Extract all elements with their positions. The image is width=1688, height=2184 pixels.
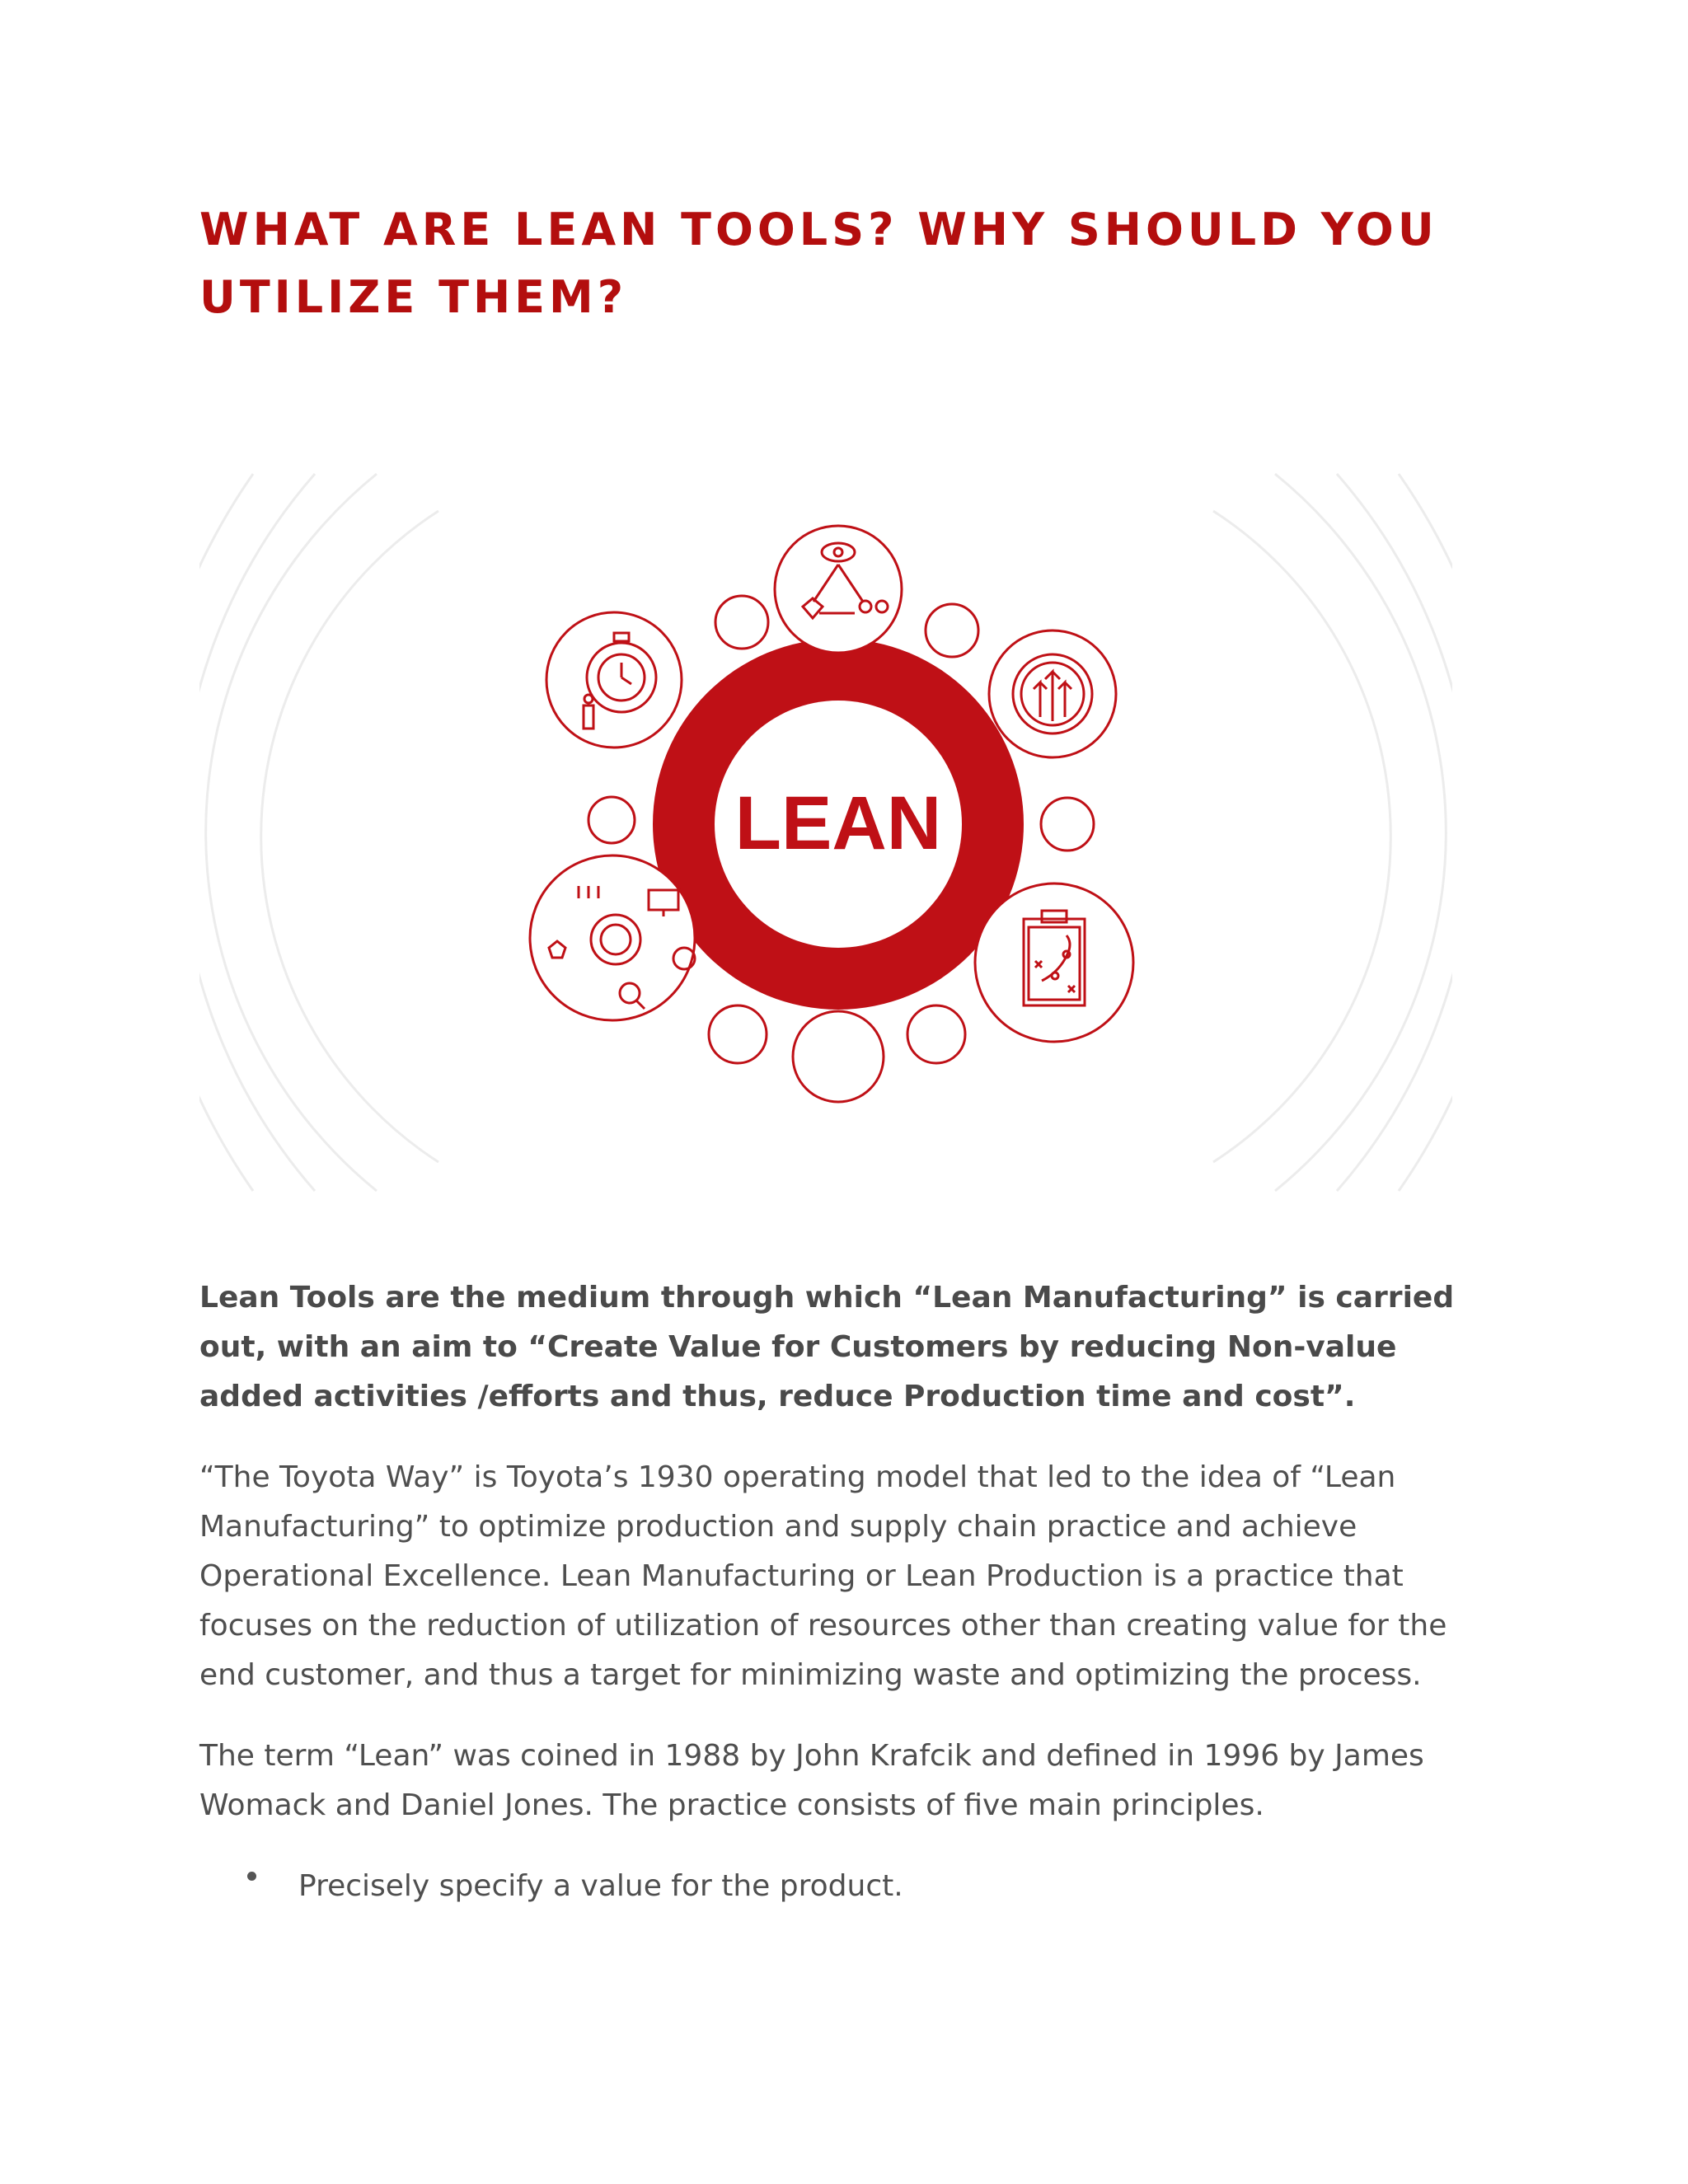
paragraph-toyota-way: “The Toyota Way” is Toyota’s 1930 operating model that led to the idea of “Lean Manufacturing” to optimize production and supply chain practice and achieve Operational Excellence. Lean Manufacturing or Lean Production is a practice that focuses on the reduction of utilization of resources other than creating value for the end customer, and thus a target for minimizing waste and optimizing the process. [199, 1460, 1447, 1692]
lean-hero-illustration [199, 462, 1452, 1203]
bullet-icon [247, 1872, 256, 1881]
strategy-clipboard-icon-circle [975, 883, 1133, 1042]
principles-list [199, 1862, 1510, 1911]
paragraph-lean-term: The term “Lean” was coined in 1988 by John Krafcik and defined in 1996 by James Womack and Daniel Jones. The practice consists of five main principles. [199, 1739, 1424, 1822]
article-body [199, 1273, 1510, 1911]
page-title: WHAT ARE LEAN TOOLS? WHY SHOULD YOU UTILIZE THEM? [199, 204, 1438, 323]
ring-dot [715, 596, 768, 649]
ring-dot [588, 797, 635, 843]
ring-dot [793, 1011, 884, 1102]
lean-center-label: LEAN [734, 781, 942, 865]
eye-network-icon-circle [775, 526, 902, 653]
list-item [199, 1862, 1510, 1911]
list-item-text: Precisely specify a value for the product. [298, 1869, 903, 1903]
ring-dot [1041, 798, 1094, 851]
ring-dot [907, 1005, 965, 1063]
ring-dot [926, 604, 978, 657]
ring-dot [709, 1005, 767, 1063]
lead-paragraph: Lean Tools are the medium through which “Lean Manufacturing” is carried out, with an aim to “Create Value for Customers by reducing Non-value added activities /efforts and thus, reduce Production time and cost”. [199, 1281, 1455, 1413]
process-gear-icon-circle [530, 855, 695, 1020]
